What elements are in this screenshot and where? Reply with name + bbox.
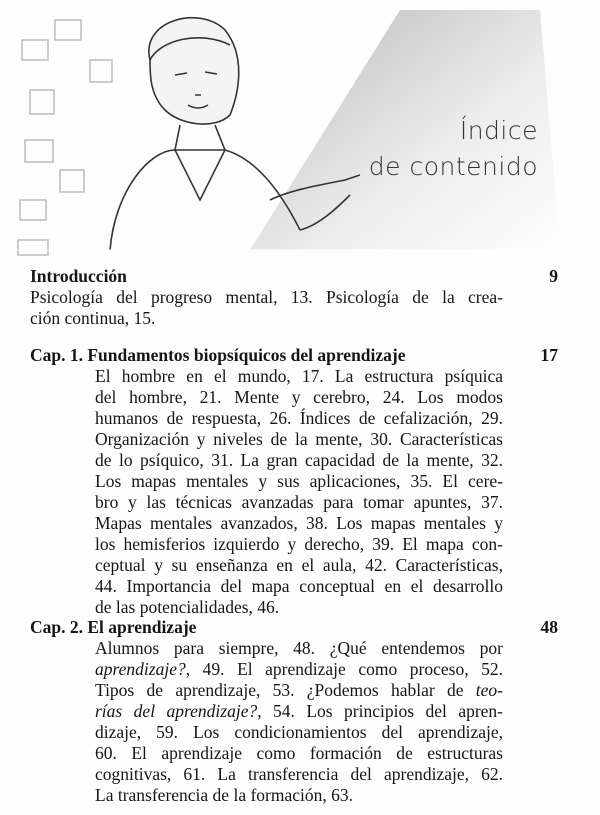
toc-entry — [30, 617, 558, 806]
page-number: 48 — [540, 617, 558, 637]
text-segment: humanos de respuesta, 26. Índices de cefalización, 29. — [95, 408, 503, 428]
text-segment: 60. El aprendizaje como formación de estructuras — [95, 743, 503, 763]
toc-entry-subtopics — [95, 638, 558, 806]
italic-term: aprendizaje? — [95, 659, 186, 679]
page-number: 17 — [540, 345, 558, 365]
text-line — [95, 701, 503, 722]
toc-entry-subtopics — [95, 366, 558, 618]
text-segment: 44. Importancia del mapa conceptual en el desarrollo — [95, 576, 503, 596]
toc-entry-heading — [30, 345, 558, 366]
title-line-1: Índice — [459, 116, 538, 145]
text-segment: Psicología del progreso mental, 13. Psicología de la crea- — [30, 287, 503, 307]
text-segment: El hombre en el mundo, 17. La estructura psíquica — [95, 366, 503, 386]
text-line — [95, 764, 503, 785]
toc-entry-subtopics — [30, 287, 558, 329]
italic-term: rías del aprendizaje? — [95, 701, 258, 721]
text-line — [95, 429, 503, 450]
text-line — [95, 638, 503, 659]
text-segment: dizaje, 59. Los condicionamientos del aprendizaje, — [95, 722, 503, 742]
text-segment: de las potencialidades, 46. — [95, 597, 280, 617]
toc-entry-heading — [30, 617, 558, 638]
text-line — [95, 387, 503, 408]
text-segment: bro y las técnicas avanzadas para tomar apuntes, 37. — [95, 492, 503, 512]
toc-entry-heading — [30, 266, 558, 287]
toc-entry — [30, 266, 558, 329]
heading-text: Introducción — [30, 266, 127, 286]
text-line — [95, 492, 503, 513]
text-segment: de lo psíquico, 31. La gran capacidad de la mente, 32. — [95, 450, 503, 470]
text-segment: La transferencia de la formación, 63. — [95, 785, 353, 805]
text-line — [95, 366, 503, 387]
text-line — [30, 287, 503, 308]
text-segment: Mapas mentales avanzados, 38. Los mapas mentales y — [95, 513, 503, 533]
text-line — [95, 513, 503, 534]
toc-entry — [30, 345, 558, 618]
text-line — [95, 450, 503, 471]
text-line — [95, 534, 503, 555]
text-line — [95, 659, 503, 680]
title-line-2: de contenido — [368, 152, 538, 181]
text-line — [95, 722, 503, 743]
text-line — [95, 680, 503, 701]
text-segment: ción continua, 15. — [30, 308, 156, 328]
text-segment: los hemisferios izquierdo y derecho, 39. El mapa con- — [95, 534, 503, 554]
text-segment: cognitivas, 61. La transferencia del aprendizaje, 62. — [95, 764, 503, 784]
italic-term: teo- — [475, 680, 503, 700]
heading-text: Cap. 1. Fundamentos biopsíquicos del aprendizaje — [30, 345, 406, 365]
text-line — [95, 785, 503, 806]
text-segment: Alumnos para siempre, 48. ¿Qué entendemos por — [95, 638, 503, 658]
text-line — [95, 408, 503, 429]
page-number: 9 — [549, 266, 558, 286]
text-line — [95, 555, 503, 576]
text-line — [95, 597, 503, 618]
text-segment: del hombre, 21. Mente y cerebro, 24. Los modos — [95, 387, 503, 407]
text-segment: ceptual y su enseñanza en el aula, 42. Características, — [95, 555, 503, 575]
text-segment: , 54. Los principios del apren- — [257, 701, 504, 721]
text-line — [95, 743, 503, 764]
text-segment: Tipos de aprendizaje, 53. ¿Podemos hablar de — [95, 680, 476, 700]
text-segment: , 49. El aprendizaje como proceso, 52. — [185, 659, 503, 679]
text-line — [95, 576, 503, 597]
text-segment: Organización y niveles de la mente, 30. Características — [95, 429, 503, 449]
text-line — [95, 471, 503, 492]
text-segment: Los mapas mentales y sus aplicaciones, 35. El cere- — [95, 471, 503, 491]
heading-text: Cap. 2. El aprendizaje — [30, 617, 197, 637]
text-line — [30, 308, 503, 329]
